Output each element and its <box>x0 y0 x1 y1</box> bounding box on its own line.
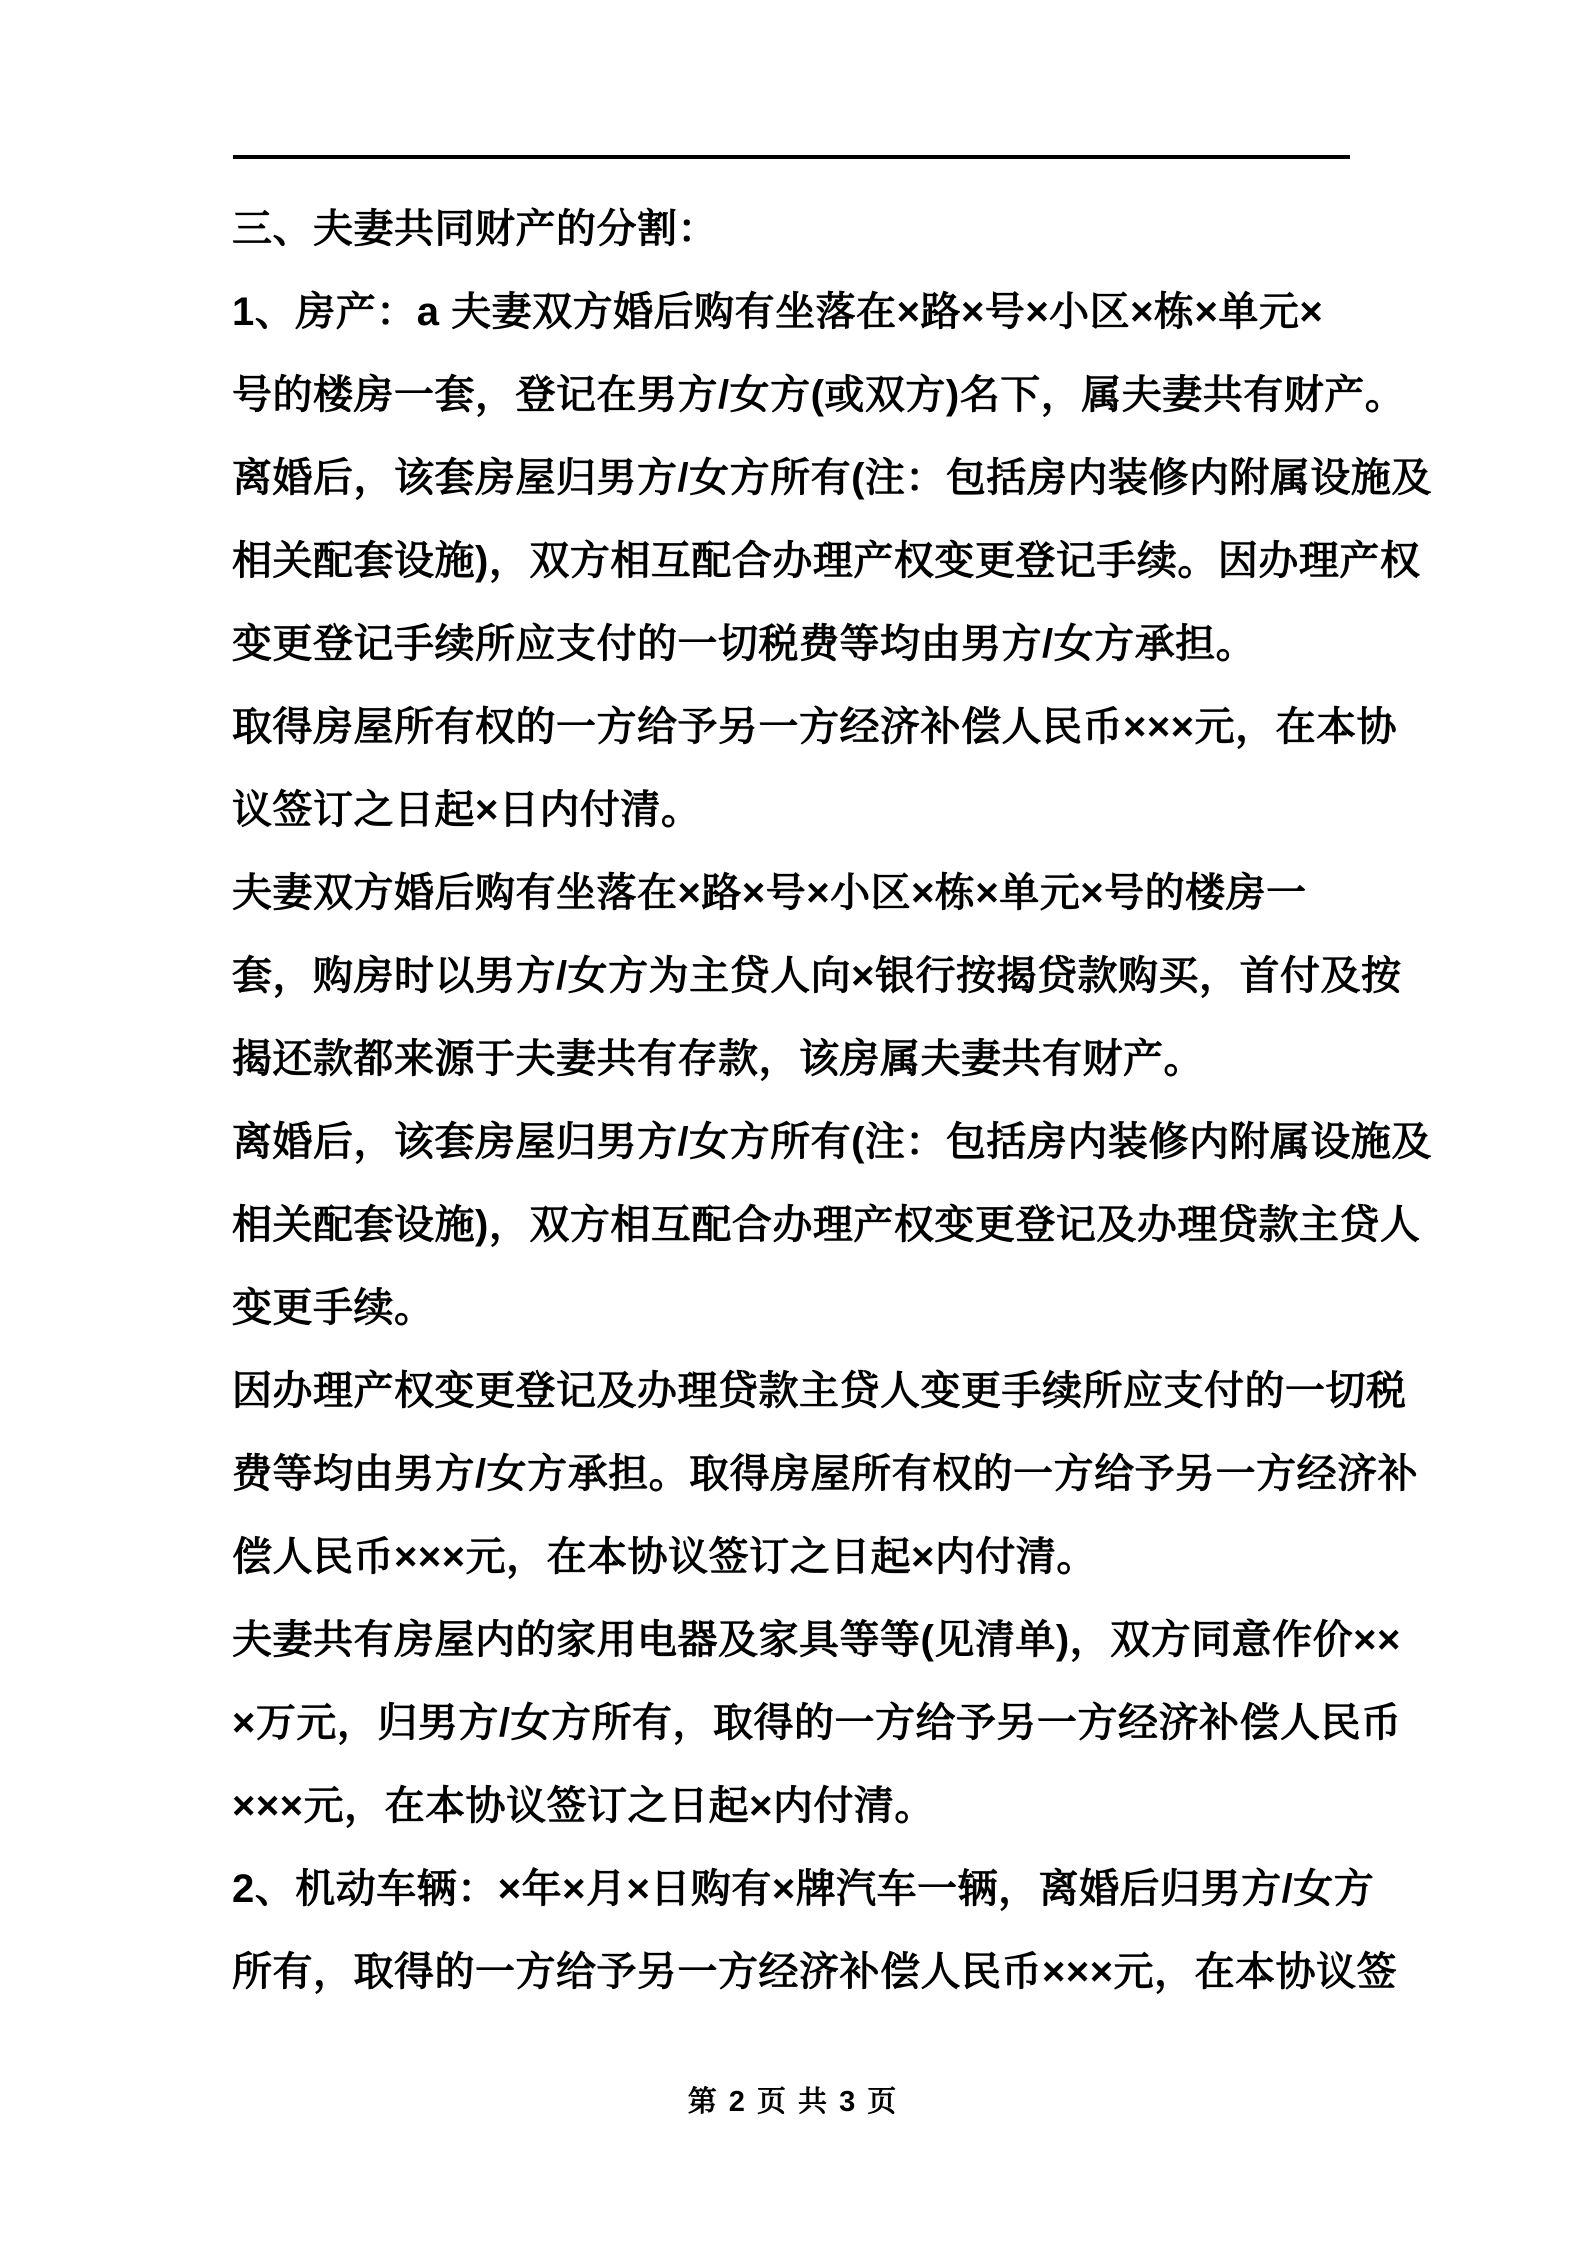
text-line: 变更手续。 <box>232 1286 435 1330</box>
text-line: 套，购房时以男方/女方为主贷人向×银行按揭贷款购买，首付及按 <box>232 954 1402 998</box>
header-divider <box>233 155 1350 159</box>
text-line: 变更登记手续所应支付的一切税费等均由男方/女方承担。 <box>232 622 1257 666</box>
text-line: 号的楼房一套，登记在男方/女方(或双方)名下，属夫妻共有财产。 <box>232 373 1406 417</box>
text-line: 偿人民币×××元，在本协议签订之日起×内付清。 <box>232 1535 1097 1579</box>
text-line: 夫妻双方婚后购有坐落在×路×号×小区×栋×单元×号的楼房一 <box>232 871 1307 915</box>
text-line: 离婚后，该套房屋归男方/女方所有(注：包括房内装修内附属设施及 <box>232 1120 1432 1164</box>
text-line: 相关配套设施)，双方相互配合办理产权变更登记手续。因办理产权 <box>232 539 1421 583</box>
text-line: 所有，取得的一方给予另一方经济补偿人民币×××元，在本协议签 <box>232 1950 1398 1994</box>
document-body <box>232 188 1432 2014</box>
section-heading: 三、夫妻共同财产的分割： <box>232 207 718 251</box>
text-line: 取得房屋所有权的一方给予另一方经济补偿人民币×××元，在本协 <box>232 705 1398 749</box>
text-line: 1、房产：a 夫妻双方婚后购有坐落在×路×号×小区×栋×单元× <box>232 290 1324 334</box>
text-line: ×万元，归男方/女方所有，取得的一方给予另一方经济补偿人民币 <box>232 1701 1402 1745</box>
text-line: 议签订之日起×日内付清。 <box>232 788 702 832</box>
text-line: 因办理产权变更登记及办理贷款主贷人变更手续所应支付的一切税 <box>232 1369 1407 1413</box>
text-line: 相关配套设施)，双方相互配合办理产权变更登记及办理贷款主贷人 <box>232 1203 1421 1247</box>
text-line: 离婚后，该套房屋归男方/女方所有(注：包括房内装修内附属设施及 <box>232 456 1432 500</box>
page-number-footer: 第 2 页 共 3 页 <box>687 2086 899 2118</box>
text-line: 夫妻共有房屋内的家用电器及家具等等(见清单)，双方同意作价×× <box>232 1618 1401 1662</box>
text-line: 费等均由男方/女方承担。取得房屋所有权的一方给予另一方经济补 <box>232 1452 1419 1496</box>
text-line: ×××元，在本协议签订之日起×内付清。 <box>232 1784 935 1828</box>
text-line: 揭还款都来源于夫妻共有存款，该房属夫妻共有财产。 <box>232 1037 1204 1081</box>
text-line: 2、机动车辆：×年×月×日购有×牌汽车一辆，离婚后归男方/女方 <box>232 1867 1375 1911</box>
